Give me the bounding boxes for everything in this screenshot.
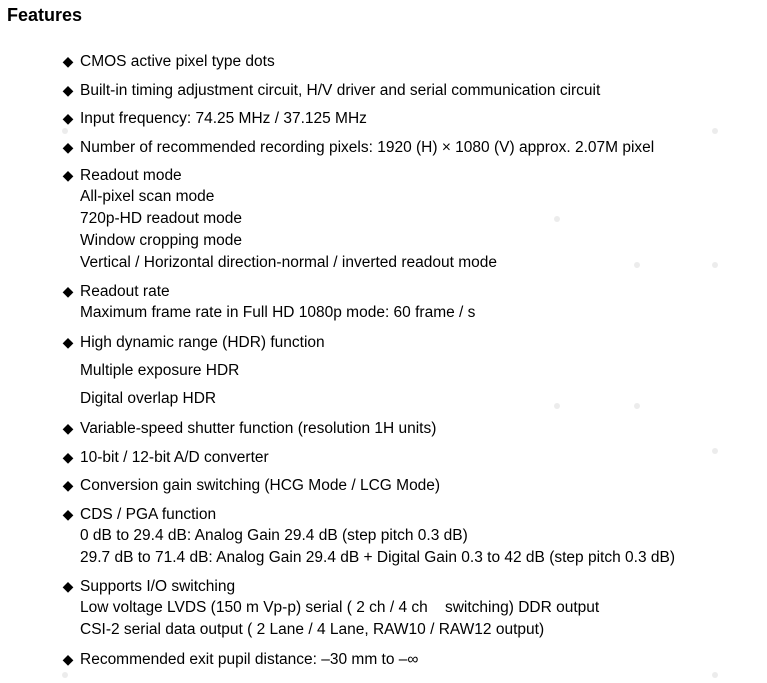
feature-item — [61, 165, 182, 186]
feature-detail: Multiple exposure HDR — [80, 362, 240, 379]
feature-item — [61, 51, 275, 72]
diamond-bullet-icon: ◆ — [62, 477, 74, 493]
feature-detail: All-pixel scan mode — [80, 188, 215, 205]
feature-item — [61, 475, 440, 496]
diamond-bullet-icon: ◆ — [62, 578, 74, 594]
watermark-dot — [712, 128, 718, 134]
feature-label: Recommended exit pupil distance: –30 mm to –∞ — [80, 651, 419, 668]
feature-detail: 0 dB to 29.4 dB: Analog Gain 29.4 dB (step pitch 0.3 dB) — [80, 527, 468, 544]
feature-label: Built-in timing adjustment circuit, H/V driver and serial communication circuit — [80, 82, 601, 99]
feature-label: Supports I/O switching — [80, 578, 236, 595]
watermark-dot — [62, 672, 68, 678]
diamond-bullet-icon: ◆ — [62, 651, 74, 667]
diamond-bullet-icon: ◆ — [62, 420, 74, 436]
feature-item — [61, 137, 654, 158]
diamond-bullet-icon: ◆ — [62, 283, 74, 299]
feature-detail: Low voltage LVDS (150 m Vp-p) serial ( 2 ch / 4 ch switching) DDR output — [80, 599, 600, 616]
feature-item — [61, 418, 436, 439]
feature-detail: 29.7 dB to 71.4 dB: Analog Gain 29.4 dB + Digital Gain 0.3 to 42 dB (step pitch 0.3 dB) — [80, 549, 675, 566]
diamond-bullet-icon: ◆ — [62, 82, 74, 98]
feature-item — [61, 108, 367, 129]
watermark-dot — [712, 262, 718, 268]
page-title: Features — [7, 5, 83, 25]
feature-label: Conversion gain switching (HCG Mode / LCG Mode) — [80, 477, 441, 494]
feature-item — [61, 576, 235, 597]
diamond-bullet-icon: ◆ — [62, 449, 74, 465]
watermark-dot — [634, 403, 640, 409]
feature-label: 10-bit / 12-bit A/D converter — [80, 449, 269, 466]
feature-label: CDS / PGA function — [80, 506, 217, 523]
feature-detail: CSI-2 serial data output ( 2 Lane / 4 Lane, RAW10 / RAW12 output) — [80, 621, 545, 638]
diamond-bullet-icon: ◆ — [62, 167, 74, 183]
feature-item — [61, 281, 170, 302]
watermark-dot — [554, 216, 560, 222]
watermark-dot — [712, 672, 718, 678]
watermark-dot — [634, 262, 640, 268]
diamond-bullet-icon: ◆ — [62, 139, 74, 155]
feature-item — [61, 447, 269, 468]
feature-label: Variable-speed shutter function (resolution 1H units) — [80, 420, 437, 437]
feature-item — [61, 80, 600, 101]
feature-label: Readout mode — [80, 167, 182, 184]
feature-detail: Vertical / Horizontal direction-normal / inverted readout mode — [80, 254, 497, 271]
feature-label: High dynamic range (HDR) function — [80, 334, 325, 351]
feature-detail: Maximum frame rate in Full HD 1080p mode: 60 frame / s — [80, 304, 476, 321]
feature-detail: Digital overlap HDR — [80, 390, 217, 407]
feature-item — [61, 504, 216, 525]
watermark-dot — [712, 448, 718, 454]
diamond-bullet-icon: ◆ — [62, 53, 74, 69]
feature-label: Readout rate — [80, 283, 170, 300]
watermark-dot — [554, 403, 560, 409]
feature-detail: Window cropping mode — [80, 232, 242, 249]
diamond-bullet-icon: ◆ — [62, 506, 74, 522]
diamond-bullet-icon: ◆ — [62, 110, 74, 126]
feature-label: CMOS active pixel type dots — [80, 53, 275, 70]
feature-label: Input frequency: 74.25 MHz / 37.125 MHz — [80, 110, 367, 127]
feature-detail: 720p-HD readout mode — [80, 210, 242, 227]
diamond-bullet-icon: ◆ — [62, 334, 74, 350]
feature-label: Number of recommended recording pixels: 1920 (H) × 1080 (V) approx. 2.07M pixel — [80, 139, 655, 156]
feature-item — [61, 332, 325, 353]
feature-item — [61, 649, 418, 670]
